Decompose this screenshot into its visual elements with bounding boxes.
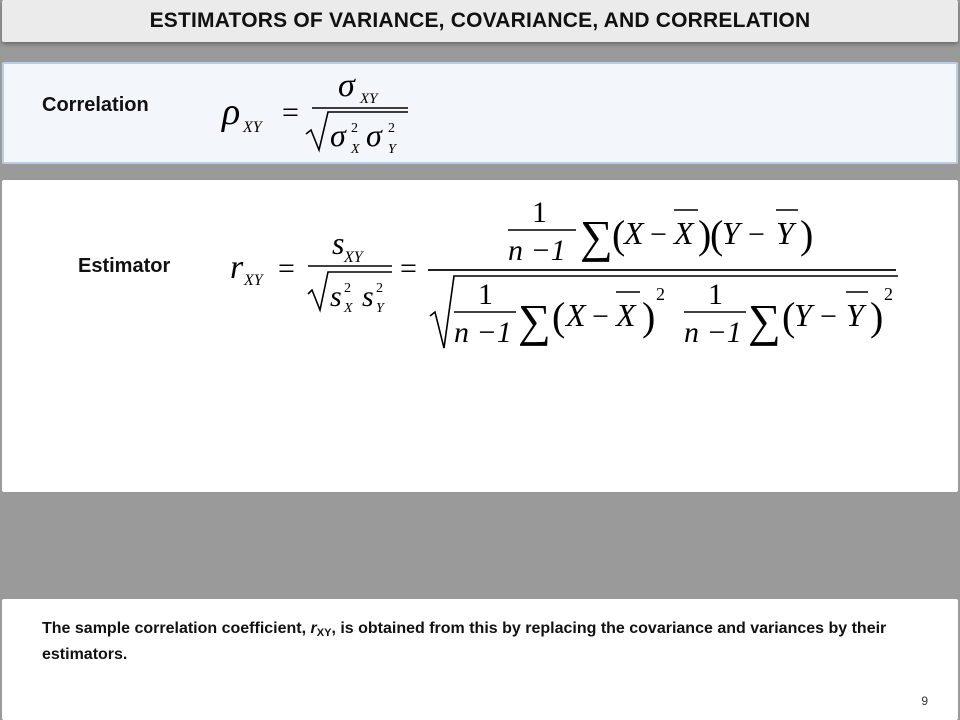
den-sum-1: ∑ bbox=[518, 295, 551, 346]
num-minus-2: − bbox=[748, 218, 765, 251]
num-n-minus-1: n −1 bbox=[508, 234, 566, 267]
s-x: s bbox=[330, 280, 342, 313]
correlation-formula bbox=[216, 66, 456, 162]
den-lparen-2: ( bbox=[782, 294, 796, 339]
caption-text bbox=[42, 618, 902, 666]
correlation-label: Correlation bbox=[42, 94, 149, 116]
num-one: 1 bbox=[532, 196, 547, 229]
den-n-minus-1-a: n −1 bbox=[454, 316, 512, 349]
caption-part-1: The sample correlation coefficient, bbox=[42, 620, 311, 637]
s-y-subscript: Y bbox=[376, 301, 384, 316]
num-rparen-2: ) bbox=[800, 212, 814, 257]
r-subscript: XY bbox=[244, 272, 263, 289]
estimator-formula bbox=[224, 188, 914, 368]
s-y-square: 2 bbox=[376, 281, 383, 296]
num-X: X bbox=[624, 215, 644, 251]
correlation-panel bbox=[2, 62, 958, 164]
estimator-label: Estimator bbox=[78, 255, 171, 277]
den-minus-1: − bbox=[592, 300, 609, 333]
equals-sign: = bbox=[282, 96, 299, 129]
num-Y: Y bbox=[722, 215, 740, 251]
caption-symbol-subscript: XY bbox=[316, 627, 332, 639]
sigma-x: σ bbox=[330, 117, 346, 153]
den-sum-2: ∑ bbox=[748, 295, 781, 346]
num-X-bar: X bbox=[674, 215, 694, 251]
sigma-x-subscript: X bbox=[351, 142, 360, 157]
den-square-1: 2 bbox=[656, 284, 665, 304]
den-rparen-1: ) bbox=[642, 294, 656, 339]
num-Y-bar: Y bbox=[776, 215, 794, 251]
rho-symbol: ρ bbox=[222, 91, 241, 133]
sigma-x-square: 2 bbox=[351, 121, 358, 136]
num-lparen-2: ( bbox=[710, 212, 724, 257]
caption-panel bbox=[2, 599, 958, 720]
den-one-2: 1 bbox=[708, 278, 723, 311]
rho-subscript: XY bbox=[243, 119, 262, 136]
num-sum: ∑ bbox=[580, 211, 613, 262]
den-n-minus-1-b: n −1 bbox=[684, 316, 742, 349]
equals-sign-2: = bbox=[400, 252, 417, 285]
s-x-square: 2 bbox=[344, 281, 351, 296]
s-y: s bbox=[362, 280, 374, 313]
caption-part-2: , is obtained from this by replacing the covariance and variances by their estimators. bbox=[42, 620, 887, 663]
s-numerator-subscript: XY bbox=[344, 249, 363, 266]
sigma-y: σ bbox=[366, 117, 382, 153]
estimator-panel bbox=[2, 180, 958, 492]
sigma-numerator-subscript: XY bbox=[360, 91, 378, 107]
den-square-2: 2 bbox=[884, 284, 893, 304]
s-x-subscript: X bbox=[344, 301, 353, 316]
den-one-1: 1 bbox=[478, 278, 493, 311]
num-minus-1: − bbox=[650, 218, 667, 251]
page-number: 9 bbox=[921, 694, 928, 708]
num-lparen-1: ( bbox=[612, 212, 626, 257]
title-bar bbox=[2, 0, 958, 42]
den-X: X bbox=[566, 297, 586, 333]
r-symbol: r bbox=[230, 249, 244, 286]
den-rparen-2: ) bbox=[870, 294, 884, 339]
sigma-y-subscript: Y bbox=[388, 142, 396, 157]
caption-symbol: r bbox=[310, 620, 317, 637]
s-numerator: s bbox=[332, 225, 345, 261]
sigma-numerator: σ bbox=[338, 67, 355, 104]
den-Y-bar: Y bbox=[846, 297, 864, 333]
den-lparen-1: ( bbox=[552, 294, 566, 339]
slide-title: ESTIMATORS OF VARIANCE, COVARIANCE, AND CORRELATION bbox=[149, 9, 811, 32]
sigma-y-square: 2 bbox=[388, 121, 395, 136]
den-Y: Y bbox=[794, 297, 812, 333]
equals-sign-1: = bbox=[278, 252, 295, 285]
num-rparen-1: ) bbox=[698, 212, 712, 257]
den-X-bar: X bbox=[616, 297, 636, 333]
den-minus-2: − bbox=[820, 300, 837, 333]
